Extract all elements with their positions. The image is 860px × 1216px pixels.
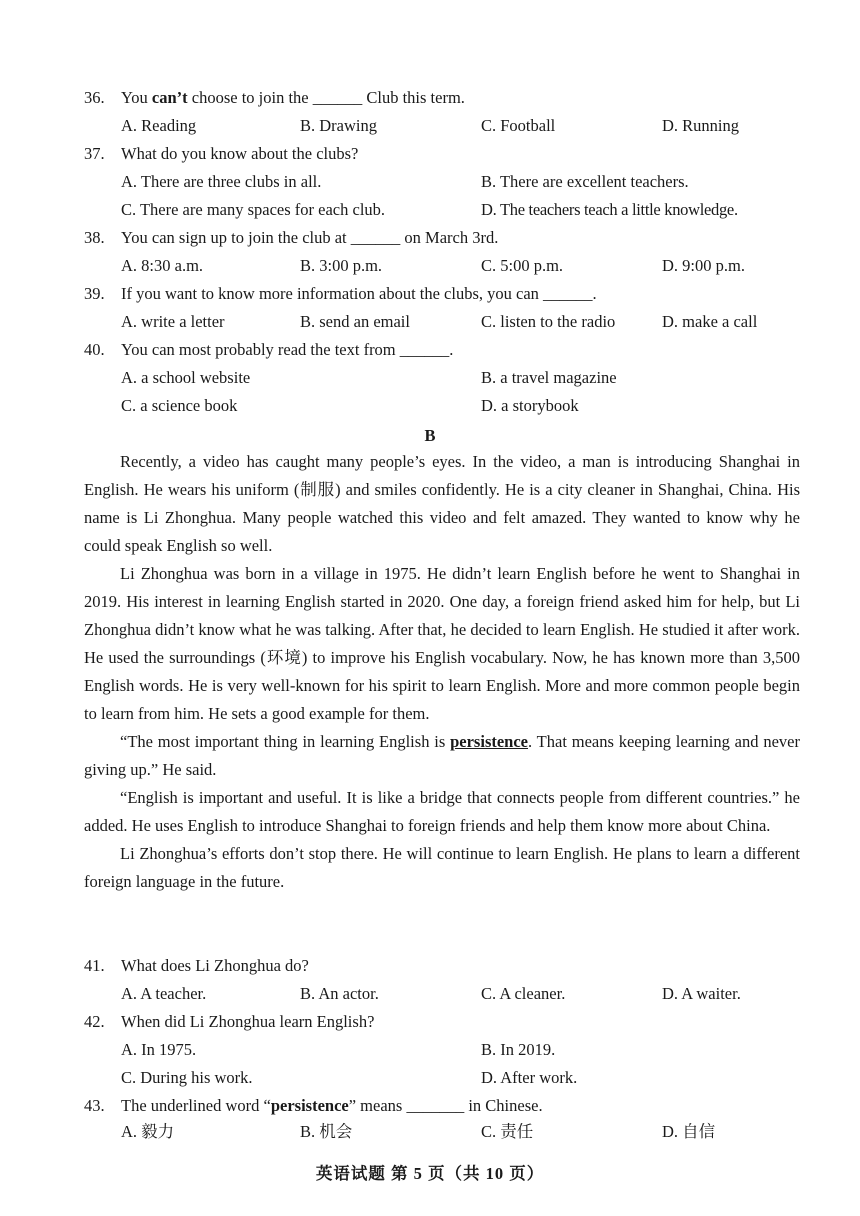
option-d: D. make a call — [662, 312, 758, 331]
reading-passage — [84, 448, 800, 896]
option-a: A. write a letter — [121, 312, 225, 331]
page-footer: 英语试题 第 5 页（共 10 页） — [315, 1164, 545, 1183]
question-number: 40. — [84, 340, 105, 359]
option-d: D. 9:00 p.m. — [662, 256, 745, 275]
passage-text: . That means keeping learning and never giving up.” He said. — [84, 732, 800, 779]
option-a: A. There are three clubs in all. — [121, 172, 322, 191]
question-text — [121, 1092, 543, 1120]
option-b: B. In 2019. — [481, 1040, 556, 1059]
question-number: 42. — [84, 1012, 105, 1031]
option-c: C. A cleaner. — [481, 984, 566, 1003]
option-c: C. Football — [481, 116, 556, 135]
question-keyword: can’t — [151, 88, 188, 107]
question-text: What does Li Zhonghua do? — [121, 956, 309, 975]
option-a: A. Reading — [121, 116, 197, 135]
option-c: C. During his work. — [121, 1068, 253, 1087]
passage-paragraph — [84, 728, 800, 784]
question-text-pre: You — [121, 88, 152, 107]
option-d: D. 自信 — [662, 1122, 716, 1141]
question-text: When did Li Zhonghua learn English? — [121, 1012, 375, 1031]
question-number: 36. — [84, 88, 105, 107]
option-a: A. 8:30 a.m. — [121, 256, 204, 275]
option-a: A. 毅力 — [121, 1122, 175, 1141]
passage-paragraph: Li Zhonghua was born in a village in 1975. He didn’t learn English before he went to Shanghai in 2019. His interest in learning English started in 2020. One day, a foreign friend asked him for help, but Li Zhonghua didn’t know what he was talking. After that, he decided to learn English. He studied it after work. He used the surroundings (环境) to improve his English vocabulary. Now, he has known more than 3,500 English words. He is very well-known for his spirit to learn English. More and more common people begin to learn from him. He sets a good example for them. — [84, 564, 800, 723]
question-number: 38. — [84, 228, 105, 247]
question-number: 39. — [84, 284, 105, 303]
option-b: B. An actor. — [300, 984, 379, 1003]
option-b: B. 机会 — [300, 1122, 353, 1141]
question-text: You can sign up to join the club at ______ on March 3rd. — [121, 228, 499, 247]
passage-paragraph: Recently, a video has caught many people’s eyes. In the video, a man is introducing Shanghai in English. He wears his uniform (制服) and smiles confidently. He is a city cleaner in Shanghai, China. His name is Li Zhonghua. Many people watched this video and felt amazed. They wanted to know why he could speak English so well. — [84, 452, 800, 555]
option-c: C. There are many spaces for each club. — [121, 200, 386, 219]
option-b: B. send an email — [300, 312, 410, 331]
option-b: B. 3:00 p.m. — [300, 256, 383, 275]
option-a: A. A teacher. — [121, 984, 207, 1003]
option-c: C. a science book — [121, 396, 238, 415]
question-text: You can most probably read the text from ______. — [121, 340, 454, 359]
option-d: D. A waiter. — [662, 984, 741, 1003]
question-text-post: choose to join the ______ Club this term. — [187, 88, 465, 107]
passage-paragraph: Li Zhonghua’s efforts don’t stop there. He will continue to learn English. He plans to learn a different foreign language in the future. — [84, 844, 800, 891]
question-number: 37. — [84, 144, 105, 163]
option-d: D. a storybook — [481, 396, 579, 415]
option-c: C. listen to the radio — [481, 312, 616, 331]
question-text-post: ” means _______ in Chinese. — [348, 1096, 543, 1115]
question-number: 41. — [84, 956, 105, 975]
question-number: 43. — [84, 1096, 105, 1115]
question-keyword: persistence — [270, 1096, 349, 1115]
option-d: D. After work. — [481, 1068, 578, 1087]
option-a: A. a school website — [121, 368, 251, 387]
section-heading: B — [424, 426, 436, 445]
option-a: A. In 1975. — [121, 1040, 197, 1059]
option-d: D. The teachers teach a little knowledge. — [481, 200, 738, 219]
option-b: B. There are excellent teachers. — [481, 172, 689, 191]
option-d: D. Running — [662, 116, 740, 135]
passage-paragraph: “English is important and useful. It is like a bridge that connects people from different countries.” he added. He uses English to introduce Shanghai to foreign friends and help them know more about China. — [84, 788, 800, 835]
passage-text: “The most important thing in learning English is — [120, 732, 451, 751]
option-b: B. Drawing — [300, 116, 377, 135]
option-b: B. a travel magazine — [481, 368, 617, 387]
option-c: C. 责任 — [481, 1122, 534, 1141]
option-c: C. 5:00 p.m. — [481, 256, 564, 275]
underlined-word: persistence — [450, 732, 529, 751]
question-text-pre: The underlined word “ — [121, 1096, 271, 1115]
question-text — [121, 84, 465, 112]
question-text: What do you know about the clubs? — [121, 144, 359, 163]
question-text: If you want to know more information about the clubs, you can ______. — [121, 284, 597, 303]
